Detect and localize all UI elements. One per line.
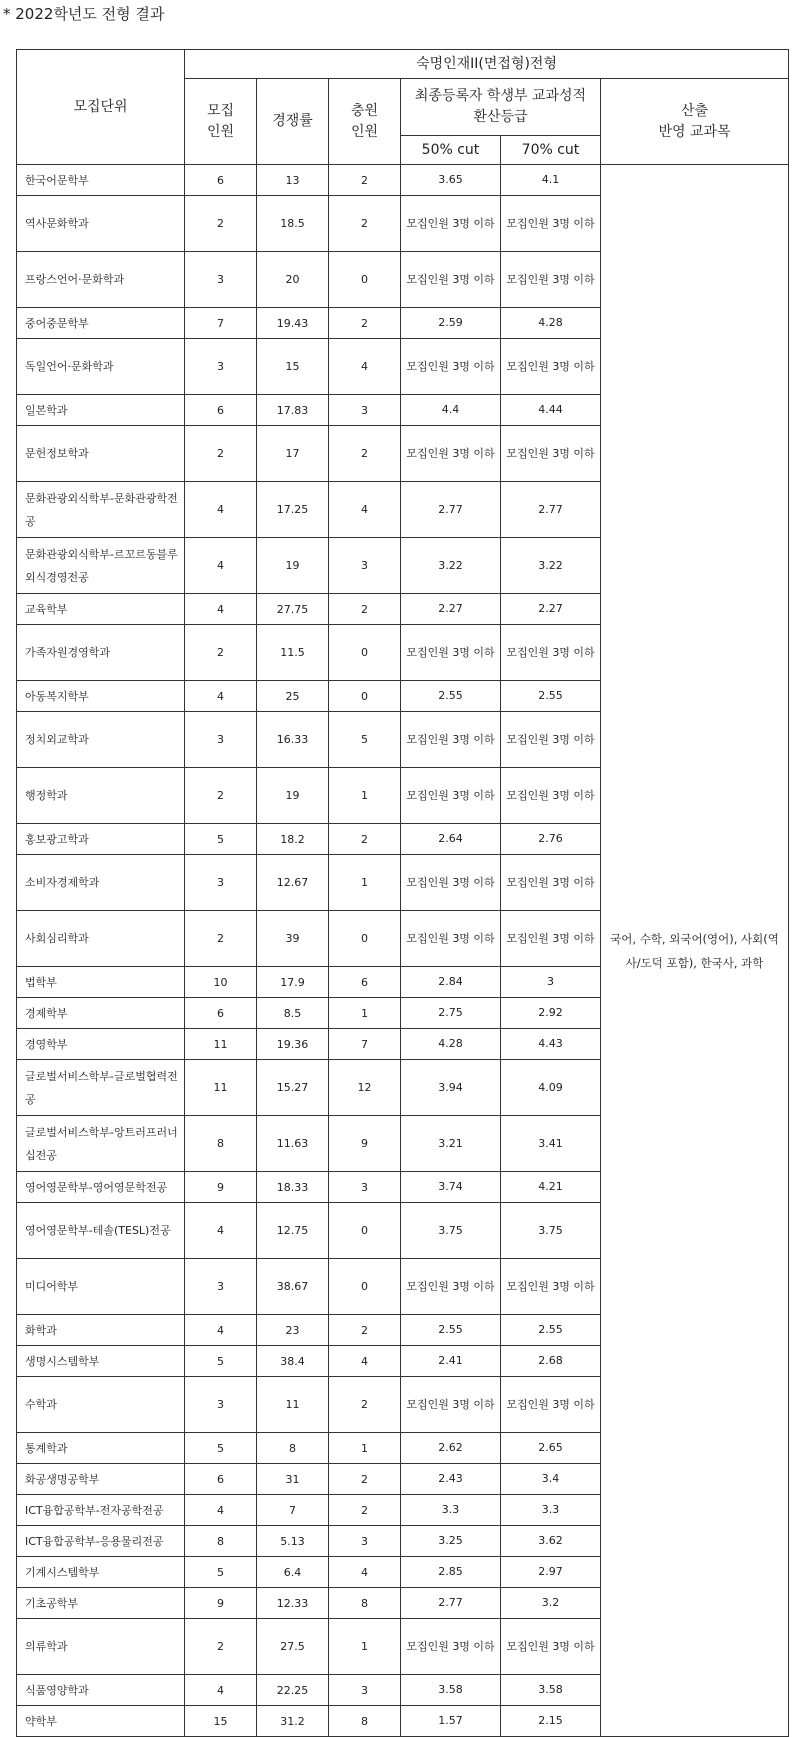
cell-cut50: 2.59 <box>401 308 501 339</box>
cell-cut70: 4.44 <box>501 395 601 426</box>
cell-rate: 5.13 <box>257 1526 329 1557</box>
cell-cut70: 2.55 <box>501 1315 601 1346</box>
cell-unit: 정치외교학과 <box>17 712 185 768</box>
cell-additional: 4 <box>329 1557 401 1588</box>
cell-rate: 12.75 <box>257 1203 329 1259</box>
cell-cut70: 모집인원 3명 이하 <box>501 712 601 768</box>
cell-cut50: 2.77 <box>401 482 501 538</box>
cell-rate: 17 <box>257 426 329 482</box>
cell-cut50: 모집인원 3명 이하 <box>401 625 501 681</box>
cell-rate: 19.36 <box>257 1029 329 1060</box>
cell-unit: 문화관광외식학부-문화관광학전공 <box>17 482 185 538</box>
cell-cut70: 4.43 <box>501 1029 601 1060</box>
cell-additional: 2 <box>329 1315 401 1346</box>
cell-additional: 0 <box>329 1259 401 1315</box>
cell-unit: 영어영문학부-영어영문학전공 <box>17 1172 185 1203</box>
cell-rate: 12.67 <box>257 855 329 911</box>
cell-quota: 2 <box>185 196 257 252</box>
table-caption: * 2022학년도 전형 결과 <box>3 5 165 23</box>
cell-quota: 8 <box>185 1526 257 1557</box>
cell-unit: 문화관광외식학부-르꼬르동블루외식경영전공 <box>17 538 185 594</box>
cell-additional: 2 <box>329 594 401 625</box>
cell-unit: 화학과 <box>17 1315 185 1346</box>
cell-quota: 6 <box>185 395 257 426</box>
cell-additional: 0 <box>329 681 401 712</box>
cell-rate: 19.43 <box>257 308 329 339</box>
cell-additional: 2 <box>329 426 401 482</box>
cell-additional: 1 <box>329 998 401 1029</box>
cell-unit: 독일언어·문화학과 <box>17 339 185 395</box>
cell-quota: 4 <box>185 482 257 538</box>
header-subjects: 산출 반영 교과목 <box>601 79 789 165</box>
cell-cut70: 모집인원 3명 이하 <box>501 768 601 824</box>
cell-rate: 23 <box>257 1315 329 1346</box>
cell-quota: 4 <box>185 681 257 712</box>
cell-quota: 4 <box>185 1315 257 1346</box>
cell-quota: 15 <box>185 1706 257 1737</box>
cell-quota: 5 <box>185 1346 257 1377</box>
header-cut70: 70% cut <box>501 136 601 165</box>
cell-additional: 3 <box>329 1526 401 1557</box>
cell-rate: 19 <box>257 538 329 594</box>
cell-cut50: 3.65 <box>401 165 501 196</box>
cell-quota: 5 <box>185 1433 257 1464</box>
cell-cut50: 3.22 <box>401 538 501 594</box>
cell-quota: 11 <box>185 1060 257 1116</box>
cell-quota: 4 <box>185 1495 257 1526</box>
cell-unit: 행정학과 <box>17 768 185 824</box>
cell-cut70: 모집인원 3명 이하 <box>501 426 601 482</box>
cell-quota: 3 <box>185 339 257 395</box>
cell-cut50: 모집인원 3명 이하 <box>401 768 501 824</box>
cell-additional: 4 <box>329 1346 401 1377</box>
cell-additional: 2 <box>329 1464 401 1495</box>
cell-additional: 1 <box>329 1619 401 1675</box>
cell-rate: 25 <box>257 681 329 712</box>
cell-cut50: 2.84 <box>401 967 501 998</box>
header-unit: 모집단위 <box>17 50 185 165</box>
cell-cut70: 모집인원 3명 이하 <box>501 911 601 967</box>
cell-additional: 3 <box>329 538 401 594</box>
cell-cut50: 모집인원 3명 이하 <box>401 712 501 768</box>
cell-quota: 4 <box>185 538 257 594</box>
cell-quota: 5 <box>185 1557 257 1588</box>
cell-rate: 13 <box>257 165 329 196</box>
cell-quota: 4 <box>185 594 257 625</box>
cell-additional: 8 <box>329 1588 401 1619</box>
cell-rate: 15.27 <box>257 1060 329 1116</box>
cell-unit: 화공생명공학부 <box>17 1464 185 1495</box>
cell-rate: 39 <box>257 911 329 967</box>
cell-quota: 6 <box>185 1464 257 1495</box>
cell-rate: 38.67 <box>257 1259 329 1315</box>
cell-quota: 11 <box>185 1029 257 1060</box>
cell-cut70: 4.09 <box>501 1060 601 1116</box>
cell-rate: 18.2 <box>257 824 329 855</box>
cell-quota: 5 <box>185 824 257 855</box>
cell-quota: 4 <box>185 1675 257 1706</box>
cell-cut70: 3.75 <box>501 1203 601 1259</box>
header-group: 숙명인재II(면접형)전형 <box>185 50 789 79</box>
cell-rate: 19 <box>257 768 329 824</box>
cell-cut50: 모집인원 3명 이하 <box>401 339 501 395</box>
cell-unit: 아동복지학부 <box>17 681 185 712</box>
cell-quota: 9 <box>185 1588 257 1619</box>
cell-cut50: 4.4 <box>401 395 501 426</box>
cell-cut50: 2.27 <box>401 594 501 625</box>
cell-additional: 2 <box>329 196 401 252</box>
cell-cut50: 모집인원 3명 이하 <box>401 1377 501 1433</box>
cell-rate: 18.33 <box>257 1172 329 1203</box>
cell-cut50: 2.43 <box>401 1464 501 1495</box>
cell-quota: 3 <box>185 252 257 308</box>
cell-subjects: 국어, 수학, 외국어(영어), 사회(역사/도덕 포함), 한국사, 과학 <box>601 165 789 1737</box>
cell-unit: 식품영양학과 <box>17 1675 185 1706</box>
cell-cut50: 모집인원 3명 이하 <box>401 196 501 252</box>
cell-rate: 15 <box>257 339 329 395</box>
cell-unit: 일본학과 <box>17 395 185 426</box>
cell-cut70: 2.77 <box>501 482 601 538</box>
cell-additional: 1 <box>329 768 401 824</box>
cell-unit: 글로벌서비스학부-앙트러프러너십전공 <box>17 1116 185 1172</box>
cell-cut50: 2.62 <box>401 1433 501 1464</box>
cell-cut70: 3 <box>501 967 601 998</box>
cell-additional: 3 <box>329 395 401 426</box>
cell-unit: 기초공학부 <box>17 1588 185 1619</box>
cell-rate: 16.33 <box>257 712 329 768</box>
cell-cut70: 모집인원 3명 이하 <box>501 855 601 911</box>
table-row <box>17 165 789 196</box>
cell-cut50: 2.41 <box>401 1346 501 1377</box>
cell-unit: 생명시스템학부 <box>17 1346 185 1377</box>
cell-additional: 12 <box>329 1060 401 1116</box>
cell-cut50: 2.55 <box>401 1315 501 1346</box>
header-grade-group: 최종등록자 학생부 교과성적 환산등급 <box>401 79 601 136</box>
cell-rate: 12.33 <box>257 1588 329 1619</box>
cell-cut70: 모집인원 3명 이하 <box>501 339 601 395</box>
cell-rate: 18.5 <box>257 196 329 252</box>
cell-unit: 사회심리학과 <box>17 911 185 967</box>
cell-unit: 소비자경제학과 <box>17 855 185 911</box>
cell-cut50: 3.94 <box>401 1060 501 1116</box>
cell-cut70: 모집인원 3명 이하 <box>501 1259 601 1315</box>
cell-additional: 1 <box>329 855 401 911</box>
cell-cut70: 2.97 <box>501 1557 601 1588</box>
cell-cut70: 2.27 <box>501 594 601 625</box>
cell-unit: 영어영문학부-테솔(TESL)전공 <box>17 1203 185 1259</box>
cell-cut50: 3.75 <box>401 1203 501 1259</box>
cell-additional: 0 <box>329 625 401 681</box>
cell-additional: 8 <box>329 1706 401 1737</box>
cell-additional: 2 <box>329 165 401 196</box>
cell-unit: 경제학부 <box>17 998 185 1029</box>
cell-cut70: 3.41 <box>501 1116 601 1172</box>
cell-cut50: 모집인원 3명 이하 <box>401 1259 501 1315</box>
cell-additional: 3 <box>329 1675 401 1706</box>
cell-rate: 7 <box>257 1495 329 1526</box>
cell-cut50: 3.3 <box>401 1495 501 1526</box>
cell-unit: 법학부 <box>17 967 185 998</box>
cell-cut70: 모집인원 3명 이하 <box>501 1377 601 1433</box>
cell-cut70: 2.92 <box>501 998 601 1029</box>
table-body <box>17 165 789 1737</box>
cell-cut50: 모집인원 3명 이하 <box>401 252 501 308</box>
cell-unit: 홍보광고학과 <box>17 824 185 855</box>
cell-quota: 3 <box>185 1377 257 1433</box>
cell-unit: 경영학부 <box>17 1029 185 1060</box>
cell-quota: 2 <box>185 625 257 681</box>
cell-additional: 2 <box>329 1377 401 1433</box>
cell-cut70: 2.68 <box>501 1346 601 1377</box>
cell-quota: 3 <box>185 1259 257 1315</box>
cell-cut50: 3.74 <box>401 1172 501 1203</box>
cell-quota: 2 <box>185 768 257 824</box>
cell-unit: 역사문화학과 <box>17 196 185 252</box>
cell-cut70: 2.65 <box>501 1433 601 1464</box>
cell-rate: 20 <box>257 252 329 308</box>
cell-cut70: 3.3 <box>501 1495 601 1526</box>
cell-cut70: 모집인원 3명 이하 <box>501 625 601 681</box>
cell-unit: 통계학과 <box>17 1433 185 1464</box>
cell-additional: 4 <box>329 339 401 395</box>
cell-rate: 8 <box>257 1433 329 1464</box>
cell-cut50: 모집인원 3명 이하 <box>401 1619 501 1675</box>
cell-quota: 2 <box>185 426 257 482</box>
cell-unit: 가족자원경영학과 <box>17 625 185 681</box>
cell-cut70: 모집인원 3명 이하 <box>501 196 601 252</box>
cell-unit: 문헌정보학과 <box>17 426 185 482</box>
cell-additional: 2 <box>329 1495 401 1526</box>
cell-cut70: 4.28 <box>501 308 601 339</box>
cell-additional: 9 <box>329 1116 401 1172</box>
header-quota: 모집 인원 <box>185 79 257 165</box>
cell-cut50: 3.58 <box>401 1675 501 1706</box>
cell-additional: 3 <box>329 1172 401 1203</box>
cell-cut70: 3.2 <box>501 1588 601 1619</box>
admission-results-table <box>16 49 789 1737</box>
cell-additional: 0 <box>329 252 401 308</box>
cell-rate: 17.9 <box>257 967 329 998</box>
cell-rate: 17.83 <box>257 395 329 426</box>
cell-cut70: 3.62 <box>501 1526 601 1557</box>
cell-quota: 6 <box>185 165 257 196</box>
cell-cut70: 3.22 <box>501 538 601 594</box>
cell-cut50: 모집인원 3명 이하 <box>401 855 501 911</box>
cell-additional: 0 <box>329 1203 401 1259</box>
cell-additional: 7 <box>329 1029 401 1060</box>
cell-quota: 4 <box>185 1203 257 1259</box>
cell-additional: 4 <box>329 482 401 538</box>
cell-rate: 31 <box>257 1464 329 1495</box>
cell-unit: ICT융합공학부-전자공학전공 <box>17 1495 185 1526</box>
cell-unit: 약학부 <box>17 1706 185 1737</box>
header-additional: 충원 인원 <box>329 79 401 165</box>
cell-cut50: 2.64 <box>401 824 501 855</box>
cell-quota: 10 <box>185 967 257 998</box>
cell-unit: 한국어문학부 <box>17 165 185 196</box>
cell-additional: 2 <box>329 824 401 855</box>
cell-unit: 미디어학부 <box>17 1259 185 1315</box>
cell-quota: 7 <box>185 308 257 339</box>
cell-rate: 8.5 <box>257 998 329 1029</box>
cell-cut50: 모집인원 3명 이하 <box>401 911 501 967</box>
table-header <box>17 50 789 165</box>
cell-rate: 17.25 <box>257 482 329 538</box>
header-cut50: 50% cut <box>401 136 501 165</box>
cell-rate: 38.4 <box>257 1346 329 1377</box>
cell-rate: 22.25 <box>257 1675 329 1706</box>
cell-quota: 3 <box>185 712 257 768</box>
cell-rate: 11.5 <box>257 625 329 681</box>
cell-quota: 6 <box>185 998 257 1029</box>
cell-cut50: 2.85 <box>401 1557 501 1588</box>
cell-cut50: 2.75 <box>401 998 501 1029</box>
cell-quota: 3 <box>185 855 257 911</box>
cell-rate: 11 <box>257 1377 329 1433</box>
header-rate: 경쟁률 <box>257 79 329 165</box>
cell-unit: 프랑스언어·문화학과 <box>17 252 185 308</box>
cell-quota: 2 <box>185 911 257 967</box>
cell-additional: 6 <box>329 967 401 998</box>
cell-unit: 의류학과 <box>17 1619 185 1675</box>
cell-cut50: 2.77 <box>401 1588 501 1619</box>
cell-additional: 2 <box>329 308 401 339</box>
cell-unit: 교육학부 <box>17 594 185 625</box>
cell-unit: 기계시스템학부 <box>17 1557 185 1588</box>
cell-rate: 31.2 <box>257 1706 329 1737</box>
cell-cut70: 모집인원 3명 이하 <box>501 1619 601 1675</box>
cell-cut70: 2.76 <box>501 824 601 855</box>
cell-cut70: 2.55 <box>501 681 601 712</box>
cell-additional: 1 <box>329 1433 401 1464</box>
cell-cut70: 모집인원 3명 이하 <box>501 252 601 308</box>
cell-rate: 11.63 <box>257 1116 329 1172</box>
cell-unit: ICT융합공학부-응용물리전공 <box>17 1526 185 1557</box>
cell-cut50: 3.21 <box>401 1116 501 1172</box>
cell-rate: 27.75 <box>257 594 329 625</box>
cell-cut50: 4.28 <box>401 1029 501 1060</box>
cell-cut70: 3.58 <box>501 1675 601 1706</box>
cell-rate: 6.4 <box>257 1557 329 1588</box>
cell-additional: 0 <box>329 911 401 967</box>
cell-quota: 2 <box>185 1619 257 1675</box>
cell-cut70: 4.21 <box>501 1172 601 1203</box>
cell-cut50: 3.25 <box>401 1526 501 1557</box>
cell-additional: 5 <box>329 712 401 768</box>
cell-cut50: 2.55 <box>401 681 501 712</box>
cell-unit: 글로벌서비스학부-글로벌협력전공 <box>17 1060 185 1116</box>
cell-cut70: 2.15 <box>501 1706 601 1737</box>
cell-cut50: 1.57 <box>401 1706 501 1737</box>
cell-quota: 8 <box>185 1116 257 1172</box>
cell-cut70: 3.4 <box>501 1464 601 1495</box>
cell-cut70: 4.1 <box>501 165 601 196</box>
cell-quota: 9 <box>185 1172 257 1203</box>
cell-cut50: 모집인원 3명 이하 <box>401 426 501 482</box>
cell-unit: 수학과 <box>17 1377 185 1433</box>
cell-unit: 중어중문학부 <box>17 308 185 339</box>
cell-rate: 27.5 <box>257 1619 329 1675</box>
